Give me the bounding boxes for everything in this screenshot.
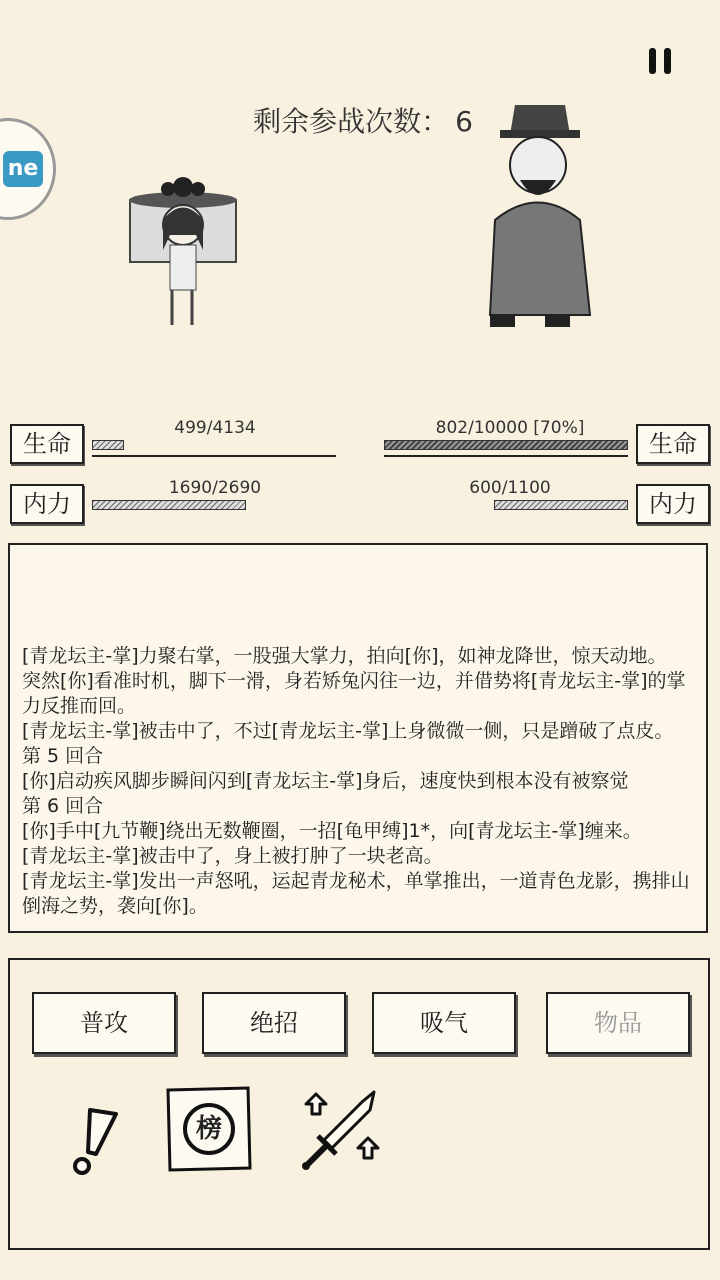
enemy-hp-label: 生命 [636, 424, 710, 464]
log-line: 第 6 回合 [22, 795, 104, 817]
player-mp-bar [92, 500, 246, 510]
log-line: [你]手中[九节鞭]绕出无数鞭圈，一招[龟甲缚]1*，向[青龙坛主-掌]缠来。 [22, 820, 642, 842]
remaining-battles [0, 100, 720, 140]
ranking-label: 榜 [195, 1114, 222, 1144]
player-character [128, 175, 243, 330]
enemy-mp-label: 内力 [636, 484, 710, 524]
remaining-label: 剩余参战次数： [253, 105, 450, 138]
upgrade-weapon-icon[interactable] [294, 1084, 390, 1180]
player-hp-bar [92, 440, 124, 450]
player-mp-text: 1690/2690 [168, 478, 262, 498]
enemy-hp-underline [384, 455, 628, 457]
log-line: [青龙坛主-掌]发出一声怒吼，运起青龙秘术，单掌推出，一道青色龙影，携排山倒海之势，袭向[你]。 [22, 870, 690, 917]
log-line: [你]启动疾风脚步瞬间闪到[青龙坛主-掌]身后，速度快到根本没有被察觉 [22, 770, 629, 792]
items-button[interactable]: 物品 [546, 992, 690, 1054]
breathe-button[interactable]: 吸气 [372, 992, 516, 1054]
player-hp-label: 生命 [10, 424, 84, 464]
battle-log-content [22, 644, 694, 919]
log-line: [青龙坛主-掌]被击中了，不过[青龙坛主-掌]上身微微一侧，只是蹭破了点皮。 [22, 720, 674, 742]
player-hp-underline [92, 455, 336, 457]
enemy-mp-text: 600/1100 [469, 478, 551, 498]
battle-log[interactable] [8, 543, 708, 933]
remaining-value: 6 [455, 105, 473, 138]
log-line: [青龙坛主-掌]被击中了，身上被打肿了一块老高。 [22, 845, 443, 867]
log-line: 突然[你]看准时机，脚下一滑，身若矫兔闪往一边，并借势将[青龙坛主-掌]的掌力反推而回。 [22, 670, 686, 717]
log-line: 第 5 回合 [22, 745, 104, 767]
pause-button[interactable] [646, 46, 676, 76]
player-mp-label: 内力 [10, 484, 84, 524]
alert-icon[interactable] [64, 1106, 124, 1176]
enemy-mp-bar [494, 500, 628, 510]
ultimate-button[interactable]: 绝招 [202, 992, 346, 1054]
enemy-hp-bar [384, 440, 628, 450]
log-line: [青龙坛主-掌]力聚右掌，一股强大掌力，拍向[你]，如神龙降世，惊天动地。 [22, 645, 667, 667]
ranking-button[interactable] [164, 1084, 254, 1174]
attack-button[interactable]: 普攻 [32, 992, 176, 1054]
side-app-icon: ne [3, 151, 43, 187]
enemy-character [470, 100, 605, 330]
enemy-hp-text: 802/10000 [70%] [435, 418, 585, 438]
pause-icon-bar [664, 48, 671, 74]
player-hp-text: 499/4134 [174, 418, 256, 438]
pause-icon [649, 48, 656, 74]
